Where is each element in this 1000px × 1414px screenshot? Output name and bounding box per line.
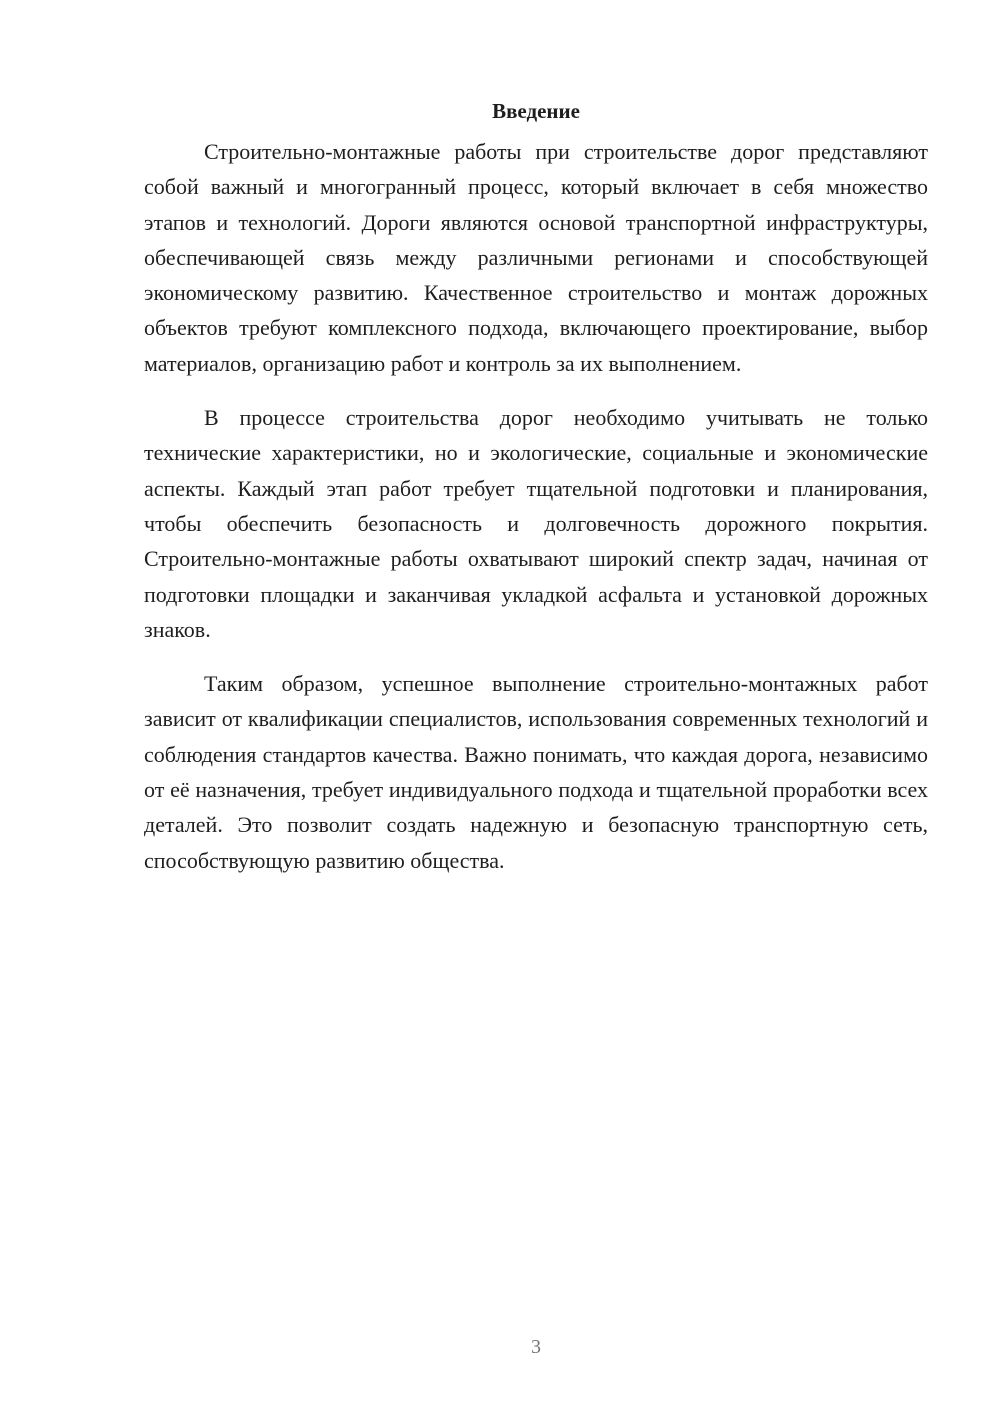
page-title: Введение: [492, 99, 580, 123]
paragraph-3: Таким образом, успешное выполнение строительно-монтажных работ зависит от квалификации специалистов, использования современных технологий и соблюдения стандартов качества. Важно понимать, что каждая дорога, независимо от её назначения, требует индивидуального подхода и тщательной проработки всех деталей. Это позволит создать надежную и безопасную транспортную сеть, способствующую развитию общества.: [144, 671, 928, 873]
page-number: 3: [531, 1336, 541, 1358]
paragraph-2: В процессе строительства дорог необходимо учитывать не только технические характеристики, но и экологические, социальные и экономические аспекты. Каждый этап работ требует тщательной подготовки и планирования, чтобы обеспечить безопасность и долговечность дорожного покрытия. Строительно-монтажные работы охватывают широкий спектр задач, начиная от подготовки площадки и заканчивая укладкой асфальта и установкой дорожных знаков.: [144, 405, 928, 642]
page-content: [144, 96, 928, 878]
paragraph-1: Строительно-монтажные работы при строительстве дорог представляют собой важный и многогранный процесс, который включает в себя множество этапов и технологий. Дороги являются основой транспортной инфраструктуры, обеспечивающей связь между различными регионами и способствующей экономическому развитию. Качественное строительство и монтаж дорожных объектов требуют комплексного подхода, включающего проектирование, выбор материалов, организацию работ и контроль за их выполнением.: [144, 139, 928, 376]
